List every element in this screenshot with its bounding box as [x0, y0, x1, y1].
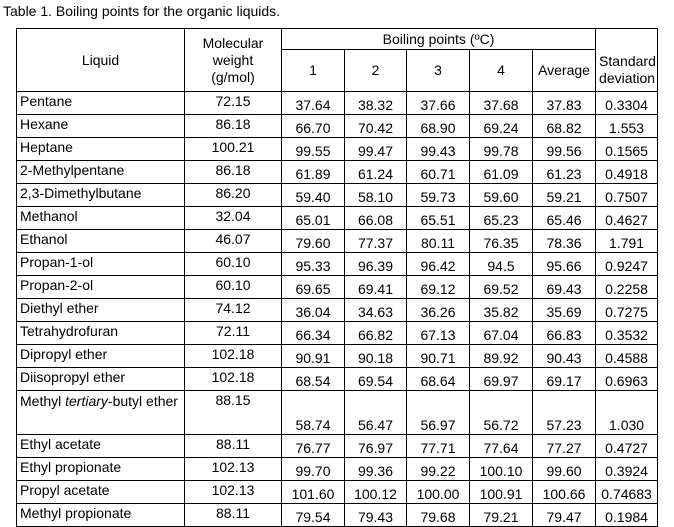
cell-run-3: 60.71	[407, 161, 470, 184]
cell-average: 68.82	[533, 115, 596, 138]
header-liquid: Liquid	[17, 29, 185, 92]
cell-molecular-weight: 102.13	[185, 481, 282, 504]
cell-run-2: 38.32	[345, 92, 407, 115]
cell-liquid-name: Propyl acetate	[17, 481, 185, 504]
table-row	[17, 276, 658, 299]
cell-run-1: 58.74	[282, 391, 345, 435]
cell-molecular-weight: 60.10	[185, 253, 282, 276]
header-row-top	[17, 29, 658, 50]
table-row	[17, 368, 658, 391]
header-run-4: 4	[470, 50, 533, 92]
cell-liquid-name: Tetrahydrofuran	[17, 322, 185, 345]
cell-liquid-name	[17, 391, 185, 435]
cell-run-3: 100.00	[407, 481, 470, 504]
cell-liquid-name: Diethyl ether	[17, 299, 185, 322]
cell-run-1: 66.70	[282, 115, 345, 138]
cell-liquid-name: Methyl propionate	[17, 504, 185, 527]
cell-run-2: 96.39	[345, 253, 407, 276]
cell-run-3: 65.51	[407, 207, 470, 230]
table-row	[17, 481, 658, 504]
cell-molecular-weight: 74.12	[185, 299, 282, 322]
cell-average: 90.43	[533, 345, 596, 368]
cell-average: 66.83	[533, 322, 596, 345]
cell-run-3: 69.12	[407, 276, 470, 299]
header-sd-line1: Standard	[599, 53, 656, 70]
cell-average: 77.27	[533, 435, 596, 458]
cell-run-1: 90.91	[282, 345, 345, 368]
cell-average: 59.21	[533, 184, 596, 207]
header-sd-line2: deviation	[599, 70, 656, 87]
cell-run-3: 37.66	[407, 92, 470, 115]
table-row	[17, 253, 658, 276]
cell-run-3: 67.13	[407, 322, 470, 345]
header-mw-line3: (g/mol)	[211, 68, 255, 85]
cell-standard-deviation: 0.4918	[596, 161, 658, 184]
cell-run-3: 99.43	[407, 138, 470, 161]
cell-standard-deviation: 0.4727	[596, 435, 658, 458]
cell-average: 69.43	[533, 276, 596, 299]
cell-run-3: 90.71	[407, 345, 470, 368]
cell-average: 78.36	[533, 230, 596, 253]
cell-run-2: 66.08	[345, 207, 407, 230]
cell-standard-deviation: 0.4627	[596, 207, 658, 230]
table-row	[17, 138, 658, 161]
header-standard-deviation	[596, 50, 658, 92]
cell-run-4: 77.64	[470, 435, 533, 458]
cell-run-3: 96.42	[407, 253, 470, 276]
table-caption: Table 1. Boiling points for the organic liquids.	[3, 3, 281, 19]
cell-run-2: 76.97	[345, 435, 407, 458]
cell-run-4: 37.68	[470, 92, 533, 115]
cell-liquid-name: Ethyl acetate	[17, 435, 185, 458]
cell-molecular-weight: 60.10	[185, 276, 282, 299]
cell-run-4: 100.10	[470, 458, 533, 481]
table-row	[17, 184, 658, 207]
cell-standard-deviation: 0.1984	[596, 504, 658, 527]
cell-average: 99.60	[533, 458, 596, 481]
table-row	[17, 161, 658, 184]
cell-average: 99.56	[533, 138, 596, 161]
cell-liquid-name: Propan-2-ol	[17, 276, 185, 299]
cell-run-2: 70.42	[345, 115, 407, 138]
cell-run-4: 69.24	[470, 115, 533, 138]
header-sd-top	[596, 29, 658, 50]
header-mw-line2: weight	[212, 51, 254, 68]
cell-average: 65.46	[533, 207, 596, 230]
cell-liquid-name: 2-Methylpentane	[17, 161, 185, 184]
table-row	[17, 435, 658, 458]
cell-standard-deviation: 0.2258	[596, 276, 658, 299]
cell-run-4: 67.04	[470, 322, 533, 345]
cell-standard-deviation: 0.3304	[596, 92, 658, 115]
cell-run-1: 68.54	[282, 368, 345, 391]
cell-standard-deviation: 0.74683	[596, 481, 658, 504]
cell-molecular-weight: 88.15	[185, 391, 282, 435]
header-run-2: 2	[345, 50, 407, 92]
cell-molecular-weight: 102.18	[185, 368, 282, 391]
cell-standard-deviation: 0.7507	[596, 184, 658, 207]
cell-run-1: 66.34	[282, 322, 345, 345]
cell-run-3: 68.90	[407, 115, 470, 138]
cell-average: 100.66	[533, 481, 596, 504]
table-row	[17, 458, 658, 481]
cell-run-4: 76.35	[470, 230, 533, 253]
cell-run-3: 80.11	[407, 230, 470, 253]
table-row	[17, 345, 658, 368]
cell-run-1: 99.70	[282, 458, 345, 481]
cell-standard-deviation: 0.4588	[596, 345, 658, 368]
cell-molecular-weight: 88.11	[185, 435, 282, 458]
cell-run-1: 95.33	[282, 253, 345, 276]
liquid-name-prefix: Methyl	[20, 393, 66, 409]
cell-molecular-weight: 86.20	[185, 184, 282, 207]
table-row	[17, 391, 658, 435]
cell-molecular-weight: 88.11	[185, 504, 282, 527]
cell-run-1: 76.77	[282, 435, 345, 458]
cell-average: 35.69	[533, 299, 596, 322]
cell-average: 79.47	[533, 504, 596, 527]
cell-average: 37.83	[533, 92, 596, 115]
cell-standard-deviation: 1.030	[596, 391, 658, 435]
cell-liquid-name: Dipropyl ether	[17, 345, 185, 368]
cell-run-2: 99.36	[345, 458, 407, 481]
cell-run-2: 69.54	[345, 368, 407, 391]
cell-run-4: 61.09	[470, 161, 533, 184]
header-boiling-points: Boiling points (ºC)	[282, 29, 596, 50]
cell-run-1: 37.64	[282, 92, 345, 115]
cell-run-2: 99.47	[345, 138, 407, 161]
cell-average: 69.17	[533, 368, 596, 391]
table-row	[17, 230, 658, 253]
cell-run-2: 77.37	[345, 230, 407, 253]
cell-average: 95.66	[533, 253, 596, 276]
cell-standard-deviation: 1.553	[596, 115, 658, 138]
cell-run-4: 94.5	[470, 253, 533, 276]
table-row	[17, 115, 658, 138]
cell-molecular-weight: 102.18	[185, 345, 282, 368]
liquid-name-suffix: -butyl ether	[107, 393, 178, 409]
cell-run-3: 68.64	[407, 368, 470, 391]
cell-run-4: 69.52	[470, 276, 533, 299]
cell-run-3: 36.26	[407, 299, 470, 322]
table-row	[17, 92, 658, 115]
cell-molecular-weight: 46.07	[185, 230, 282, 253]
cell-run-3: 79.68	[407, 504, 470, 527]
cell-liquid-name: Heptane	[17, 138, 185, 161]
cell-molecular-weight: 86.18	[185, 161, 282, 184]
cell-run-2: 66.82	[345, 322, 407, 345]
cell-run-2: 100.12	[345, 481, 407, 504]
cell-molecular-weight: 100.21	[185, 138, 282, 161]
cell-molecular-weight: 72.11	[185, 322, 282, 345]
cell-run-2: 56.47	[345, 391, 407, 435]
cell-standard-deviation: 0.3532	[596, 322, 658, 345]
cell-run-4: 79.21	[470, 504, 533, 527]
cell-run-4: 56.72	[470, 391, 533, 435]
cell-run-1: 79.60	[282, 230, 345, 253]
cell-liquid-name: Ethyl propionate	[17, 458, 185, 481]
cell-run-1: 69.65	[282, 276, 345, 299]
cell-liquid-name: Ethanol	[17, 230, 185, 253]
cell-run-4: 69.97	[470, 368, 533, 391]
cell-run-2: 58.10	[345, 184, 407, 207]
cell-run-1: 36.04	[282, 299, 345, 322]
cell-run-2: 34.63	[345, 299, 407, 322]
cell-run-4: 100.91	[470, 481, 533, 504]
header-mw-line1: Molecular	[202, 34, 264, 51]
cell-run-2: 69.41	[345, 276, 407, 299]
cell-standard-deviation: 0.1565	[596, 138, 658, 161]
cell-standard-deviation: 0.3924	[596, 458, 658, 481]
cell-standard-deviation: 0.9247	[596, 253, 658, 276]
header-run-3: 3	[407, 50, 470, 92]
cell-run-1: 99.55	[282, 138, 345, 161]
cell-liquid-name: 2,3-Dimethylbutane	[17, 184, 185, 207]
cell-run-1: 59.40	[282, 184, 345, 207]
cell-liquid-name: Pentane	[17, 92, 185, 115]
cell-run-4: 59.60	[470, 184, 533, 207]
cell-run-4: 99.78	[470, 138, 533, 161]
cell-run-4: 65.23	[470, 207, 533, 230]
table-row	[17, 207, 658, 230]
cell-run-2: 90.18	[345, 345, 407, 368]
cell-molecular-weight: 86.18	[185, 115, 282, 138]
cell-run-1: 61.89	[282, 161, 345, 184]
cell-average: 61.23	[533, 161, 596, 184]
boiling-points-table	[16, 28, 658, 527]
header-molecular-weight	[185, 29, 282, 92]
cell-liquid-name: Diisopropyl ether	[17, 368, 185, 391]
header-average: Average	[533, 50, 596, 92]
cell-run-1: 101.60	[282, 481, 345, 504]
liquid-name-italic: tertiary	[65, 393, 108, 409]
table-row	[17, 504, 658, 527]
cell-standard-deviation: 0.7275	[596, 299, 658, 322]
cell-liquid-name: Propan-1-ol	[17, 253, 185, 276]
cell-average: 57.23	[533, 391, 596, 435]
cell-liquid-name: Methanol	[17, 207, 185, 230]
cell-standard-deviation: 0.6963	[596, 368, 658, 391]
cell-molecular-weight: 32.04	[185, 207, 282, 230]
cell-run-2: 79.43	[345, 504, 407, 527]
cell-run-2: 61.24	[345, 161, 407, 184]
cell-run-4: 35.82	[470, 299, 533, 322]
header-run-1: 1	[282, 50, 345, 92]
cell-run-1: 79.54	[282, 504, 345, 527]
cell-liquid-name: Hexane	[17, 115, 185, 138]
cell-run-1: 65.01	[282, 207, 345, 230]
cell-molecular-weight: 72.15	[185, 92, 282, 115]
cell-molecular-weight: 102.13	[185, 458, 282, 481]
cell-run-3: 56.97	[407, 391, 470, 435]
cell-run-3: 59.73	[407, 184, 470, 207]
cell-run-4: 89.92	[470, 345, 533, 368]
cell-run-3: 99.22	[407, 458, 470, 481]
cell-run-3: 77.71	[407, 435, 470, 458]
table-row	[17, 299, 658, 322]
cell-standard-deviation: 1.791	[596, 230, 658, 253]
table-body	[17, 92, 658, 527]
table-row	[17, 322, 658, 345]
